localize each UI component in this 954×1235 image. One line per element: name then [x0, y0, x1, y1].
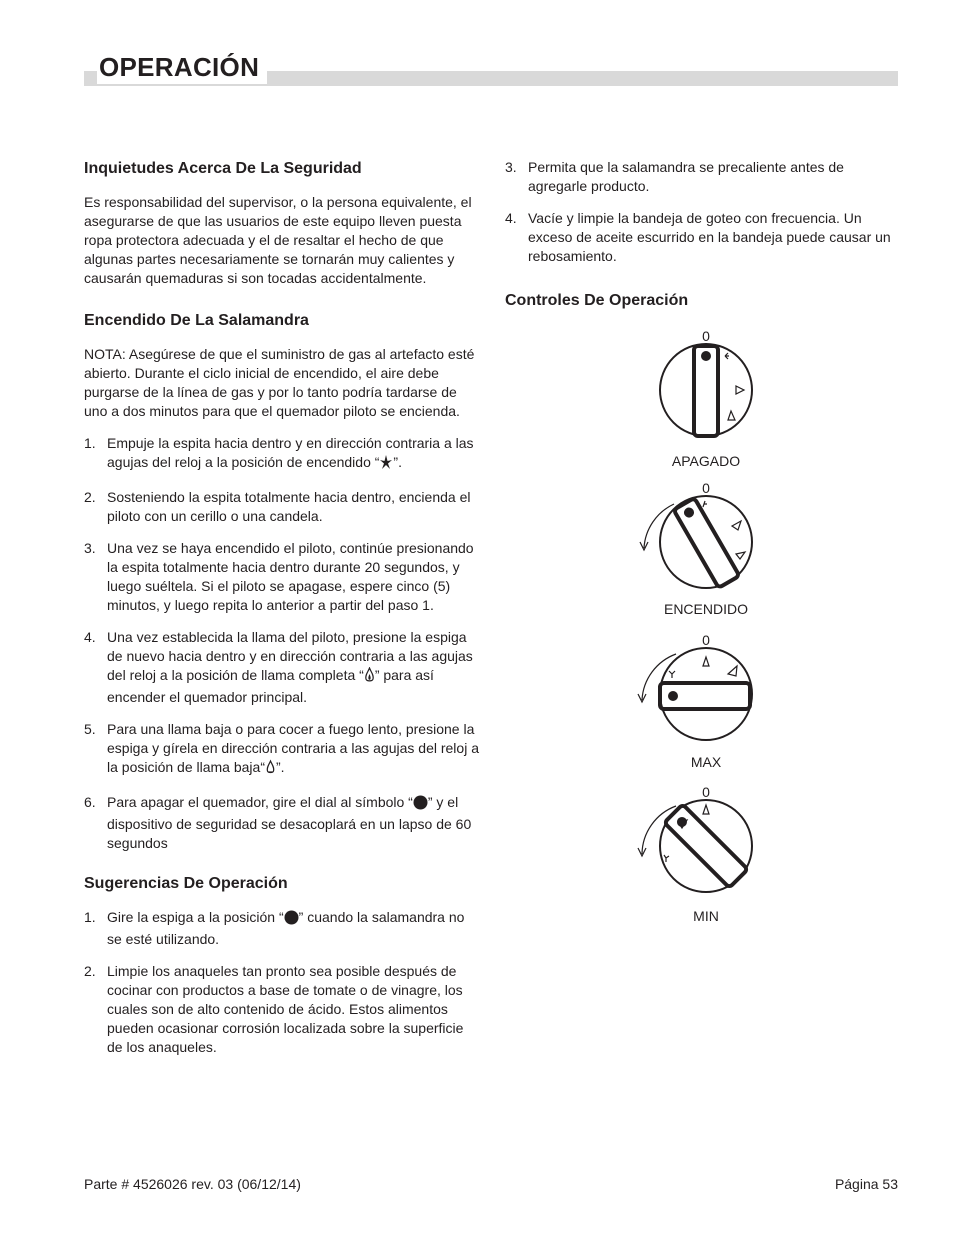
list-item: 2. Sosteniendo la espita totalmente hacia dentro, encienda el piloto con un cerillo o una candela. [84, 489, 471, 524]
page-title: OPERACIÓN [97, 50, 267, 84]
section-heading-encendido: Encendido De La Salamandra [84, 312, 309, 329]
small-flame-icon [265, 759, 276, 780]
right-column [505, 158, 905, 325]
zero-mark: 0 [702, 784, 710, 800]
section-heading-sugerencias: Sugerencias De Operación [84, 875, 288, 892]
list-item: 1. Gire la espiga a la posición “ ” cuando la salamandra no se esté utilizando. [84, 909, 465, 947]
dial-min [620, 782, 790, 924]
sugerencias-steps [84, 908, 480, 1057]
list-item: 3. Una vez se haya encendido el piloto, continúe presionando la espita totalmente hacia dentro durante 20 segundos, y luego suéltela. Si el piloto se apagase, espere cinco (5) minutos, y luego repita lo anterior a partir del paso 1. [84, 540, 474, 613]
dial-label-encendido: ENCENDIDO [663, 601, 748, 617]
knob-off-diagram [620, 326, 790, 444]
list-item: 2. Limpie los anaqueles tan pronto sea posible después de cocinar con productos a base de tomate o de vinagre, los cuales son de alto contenido de ácido. Estos alimentos pueden ocasionar corrosión localizada sobre la superficie de los anaqueles. [84, 963, 464, 1055]
section-heading-controles: Controles De Operación [505, 292, 689, 309]
dial-apagado [620, 326, 790, 469]
knob-min-diagram [620, 782, 790, 900]
sugerencias-steps-continued [505, 158, 905, 266]
footer-part-number: Parte # 4526026 rev. 03 (06/12/14) [84, 1176, 301, 1192]
section-heading-seguridad: Inquietudes Acerca De La Seguridad [84, 160, 362, 177]
zero-mark: 0 [702, 328, 710, 344]
dial-label-min: MIN [693, 908, 719, 924]
knob-max-diagram [620, 630, 790, 748]
list-item: 3. Permita que la salamandra se precaliente antes de agregarle producto. [505, 159, 844, 194]
off-dot-icon [413, 795, 428, 815]
left-column [84, 158, 480, 1070]
list-item: 1. Empuje la espita hacia dentro y en dirección contraria a las agujas del reloj a la posición de encendido “ ”. [84, 434, 480, 475]
knob-ignition-diagram [620, 478, 790, 596]
list-item: 6. Para apagar el quemador, gire el dial al símbolo “ ” y el dispositivo de seguridad se desacoplará en un lapso de 60 segundos [84, 794, 472, 851]
dial-label-max: MAX [690, 754, 722, 770]
encendido-steps [84, 434, 480, 853]
zero-mark: 0 [702, 632, 710, 648]
dial-max [620, 630, 790, 770]
ignition-star-icon [379, 454, 393, 475]
seguridad-paragraph: Es responsabilidad del supervisor, o la persona equivalente, el asegurarse de que las usuarios de este equipo lleven puesta ropa protectora adecuada y el de resaltar el hecho de que algunas partes necesariamente se tornarán muy calientes y causarán quemaduras si son tocadas accidentalmente. [84, 194, 472, 286]
list-item: 4. Vacíe y limpie la bandeja de goteo con frecuencia. Un exceso de aceite escurrido en la bandeja puede causar un rebosamiento. [505, 210, 891, 264]
footer-page-number: Página 53 [834, 1176, 898, 1192]
dial-label-apagado: APAGADO [671, 453, 741, 469]
list-item: 4. Una vez establecida la llama del piloto, presione la espiga de nuevo hacia dentro y en dirección contraria a las agujas del reloj a la posición de llama completa “ ” para así encender el quemador principal. [84, 629, 473, 705]
large-flame-icon [364, 667, 375, 688]
list-item: 5. Para una llama baja o para cocer a fuego lento, presione la espiga y gírela en dirección contraria a las agujas del reloj a la posición de llama baja“ ”. [84, 720, 480, 780]
zero-mark: 0 [702, 480, 710, 496]
dial-encendido [620, 478, 790, 617]
nota-paragraph: NOTA: Asegúrese de que el suministro de gas al artefacto esté abierto. Durante el ciclo inicial de encendido, el aire debe purgarse de la línea de gas y por lo tanto podría tardarse de uno a dos minutos para que el quemador piloto se encienda. [84, 346, 475, 419]
off-dot-icon [284, 910, 299, 930]
